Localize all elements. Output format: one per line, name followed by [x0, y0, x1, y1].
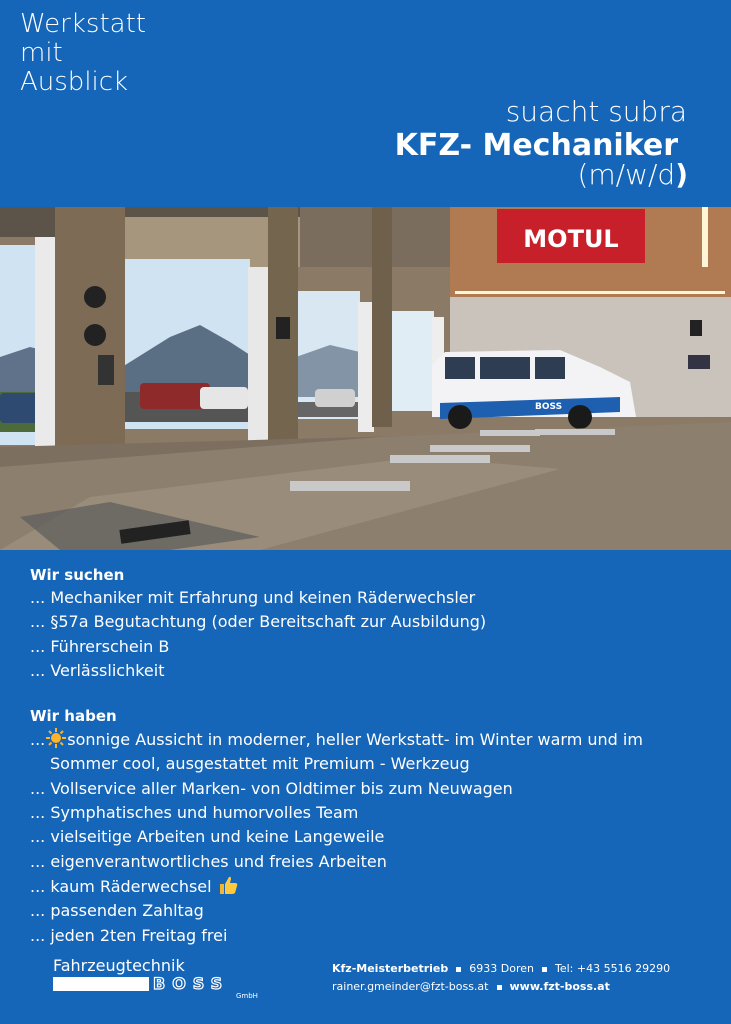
email-link[interactable]: rainer.gmeinder@fzt-boss.at	[332, 980, 489, 993]
workshop-photo-illustration	[0, 207, 731, 550]
separator-square	[497, 985, 502, 990]
business-type: Kfz-Meisterbetrieb	[332, 962, 449, 975]
gender-note-text: (m/w/d	[577, 158, 676, 191]
haben-item-sunny	[30, 727, 711, 777]
suchen-item: ... §57a Begutachtung (oder Bereitschaft zur Ausbildung)	[30, 612, 487, 632]
separator-square	[456, 967, 461, 972]
wir-haben-title: Wir haben	[30, 707, 117, 726]
website-link[interactable]: www.fzt-boss.at	[509, 980, 610, 993]
suchen-item: ... Verlässlichkeit	[30, 660, 165, 680]
logo-gmbh: GmbH	[236, 992, 258, 1000]
workshop-photo	[0, 207, 731, 550]
phone: Tel: +43 5516 29290	[555, 962, 671, 975]
haben-item-thumb	[30, 874, 711, 899]
logo-boss-text: BOSS	[153, 974, 230, 993]
headline-line-1: Werkstatt	[20, 9, 146, 39]
subtitle-line-1: suacht subra	[505, 95, 687, 128]
gender-note-bracket: )	[675, 158, 688, 191]
haben-item: ... eigenverantwortliches und freies Arbeiten	[30, 851, 387, 871]
content	[30, 564, 711, 948]
haben-item: ... vielseitige Arbeiten und keine Langeweile	[30, 827, 385, 847]
haben-item-prefix: ...	[30, 730, 46, 750]
haben-item: ... Vollservice aller Marken- von Oldtimer bis zum Neuwagen	[30, 778, 513, 798]
location: 6933 Doren	[469, 962, 534, 975]
separator-square	[542, 967, 547, 972]
haben-item-sunny-text: sonnige Aussicht in moderner, heller Werkstatt- im Winter warm und im Sommer cool, ausgestattet mit Premium - Werkzeug	[50, 730, 643, 774]
haben-item: ... passenden Zahltag	[30, 901, 204, 921]
logo	[53, 974, 263, 993]
suchen-item: ... Mechaniker mit Erfahrung und keinen Räderwechsler	[30, 588, 476, 607]
sun-icon	[45, 730, 67, 749]
wir-suchen-title: Wir suchen	[30, 566, 125, 584]
haben-item: ... Symphatisches und humorvolles Team	[30, 803, 359, 823]
van-logo-text: BOSS	[535, 402, 563, 412]
gender-note	[577, 158, 688, 191]
headline	[20, 10, 146, 97]
header	[0, 0, 731, 207]
haben-item-thumb-text: ... kaum Räderwechsel	[30, 876, 212, 896]
logo-bar	[53, 977, 149, 991]
contact-line-2	[332, 980, 610, 993]
motul-banner-text: MOTUL	[523, 225, 619, 253]
footer	[0, 955, 731, 1024]
headline-line-3: Ausblick	[20, 67, 129, 97]
thumbs-up-icon	[217, 877, 239, 896]
logo-company-name: Fahrzeugtechnik	[53, 956, 185, 975]
contact-line-1	[332, 962, 670, 975]
job-title: KFZ- Mechaniker	[394, 128, 678, 163]
haben-item: ... jeden 2ten Freitag frei	[30, 925, 228, 945]
suchen-item: ... Führerschein B	[30, 636, 170, 656]
headline-line-2: mit	[20, 38, 63, 68]
